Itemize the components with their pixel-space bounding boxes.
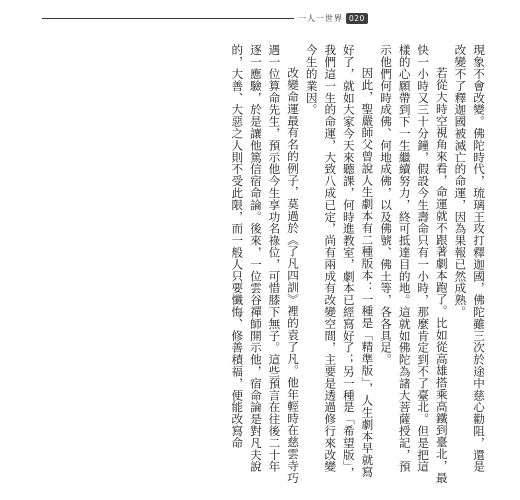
running-title: 一人一世界: [298, 13, 343, 23]
paragraph: 因此，聖嚴師父曾說人生劇本有二種版本：一種是「精準版」，人生劇本早就寫好了，就如大家今天來聽課，何時進教室，劇本已經寫好了；另一種是「希望版」，我們這一生的命運，大致八成已定，尚有兩成有改變空間，主要是透過修行來改變今生的業因。: [304, 44, 375, 479]
body-text: [228, 44, 488, 484]
header-rule: [42, 18, 294, 19]
paragraph: 改變命運最有名的例子，莫過於《了凡四訓》裡的袁了凡。他年輕時在慈雲寺巧遇一位算命先生，預示他今生享功名祿位，可惜膝下無子。這些預言在往後二十年逐一應驗，於是讓他篤信宿命論。後來，一位雲谷禪師開示他，宿命論是對凡夫說的，大善、大惡之人則不受此限，而一般人只要懺悔、修善積福，便能改寫命: [230, 44, 301, 484]
page-number: 020: [346, 13, 368, 24]
paragraph: 若從大時空視角來看，命運就不跟著劇本跑了。比如從高雄搭乘高鐵到臺北，最快一小時又三十分鐘，假設今生壽命只有一小時，那麼肯定到不了臺北。但是把這樣的心願帶到下一生繼續努力，終可抵達目的地。這就如佛陀為諸大菩薩授記，預示他們何時成佛、何地成佛，以及佛號、佛土等，各各具足。: [379, 44, 449, 484]
running-head: [298, 11, 368, 25]
paragraph: 現象不會改變。佛陀時代，琉璃王攻打釋迦國，佛陀雖三次於途中慈心勸阻，還是改變不了釋迦國被滅亡的命運，因為果報已然成熟。: [453, 44, 486, 473]
